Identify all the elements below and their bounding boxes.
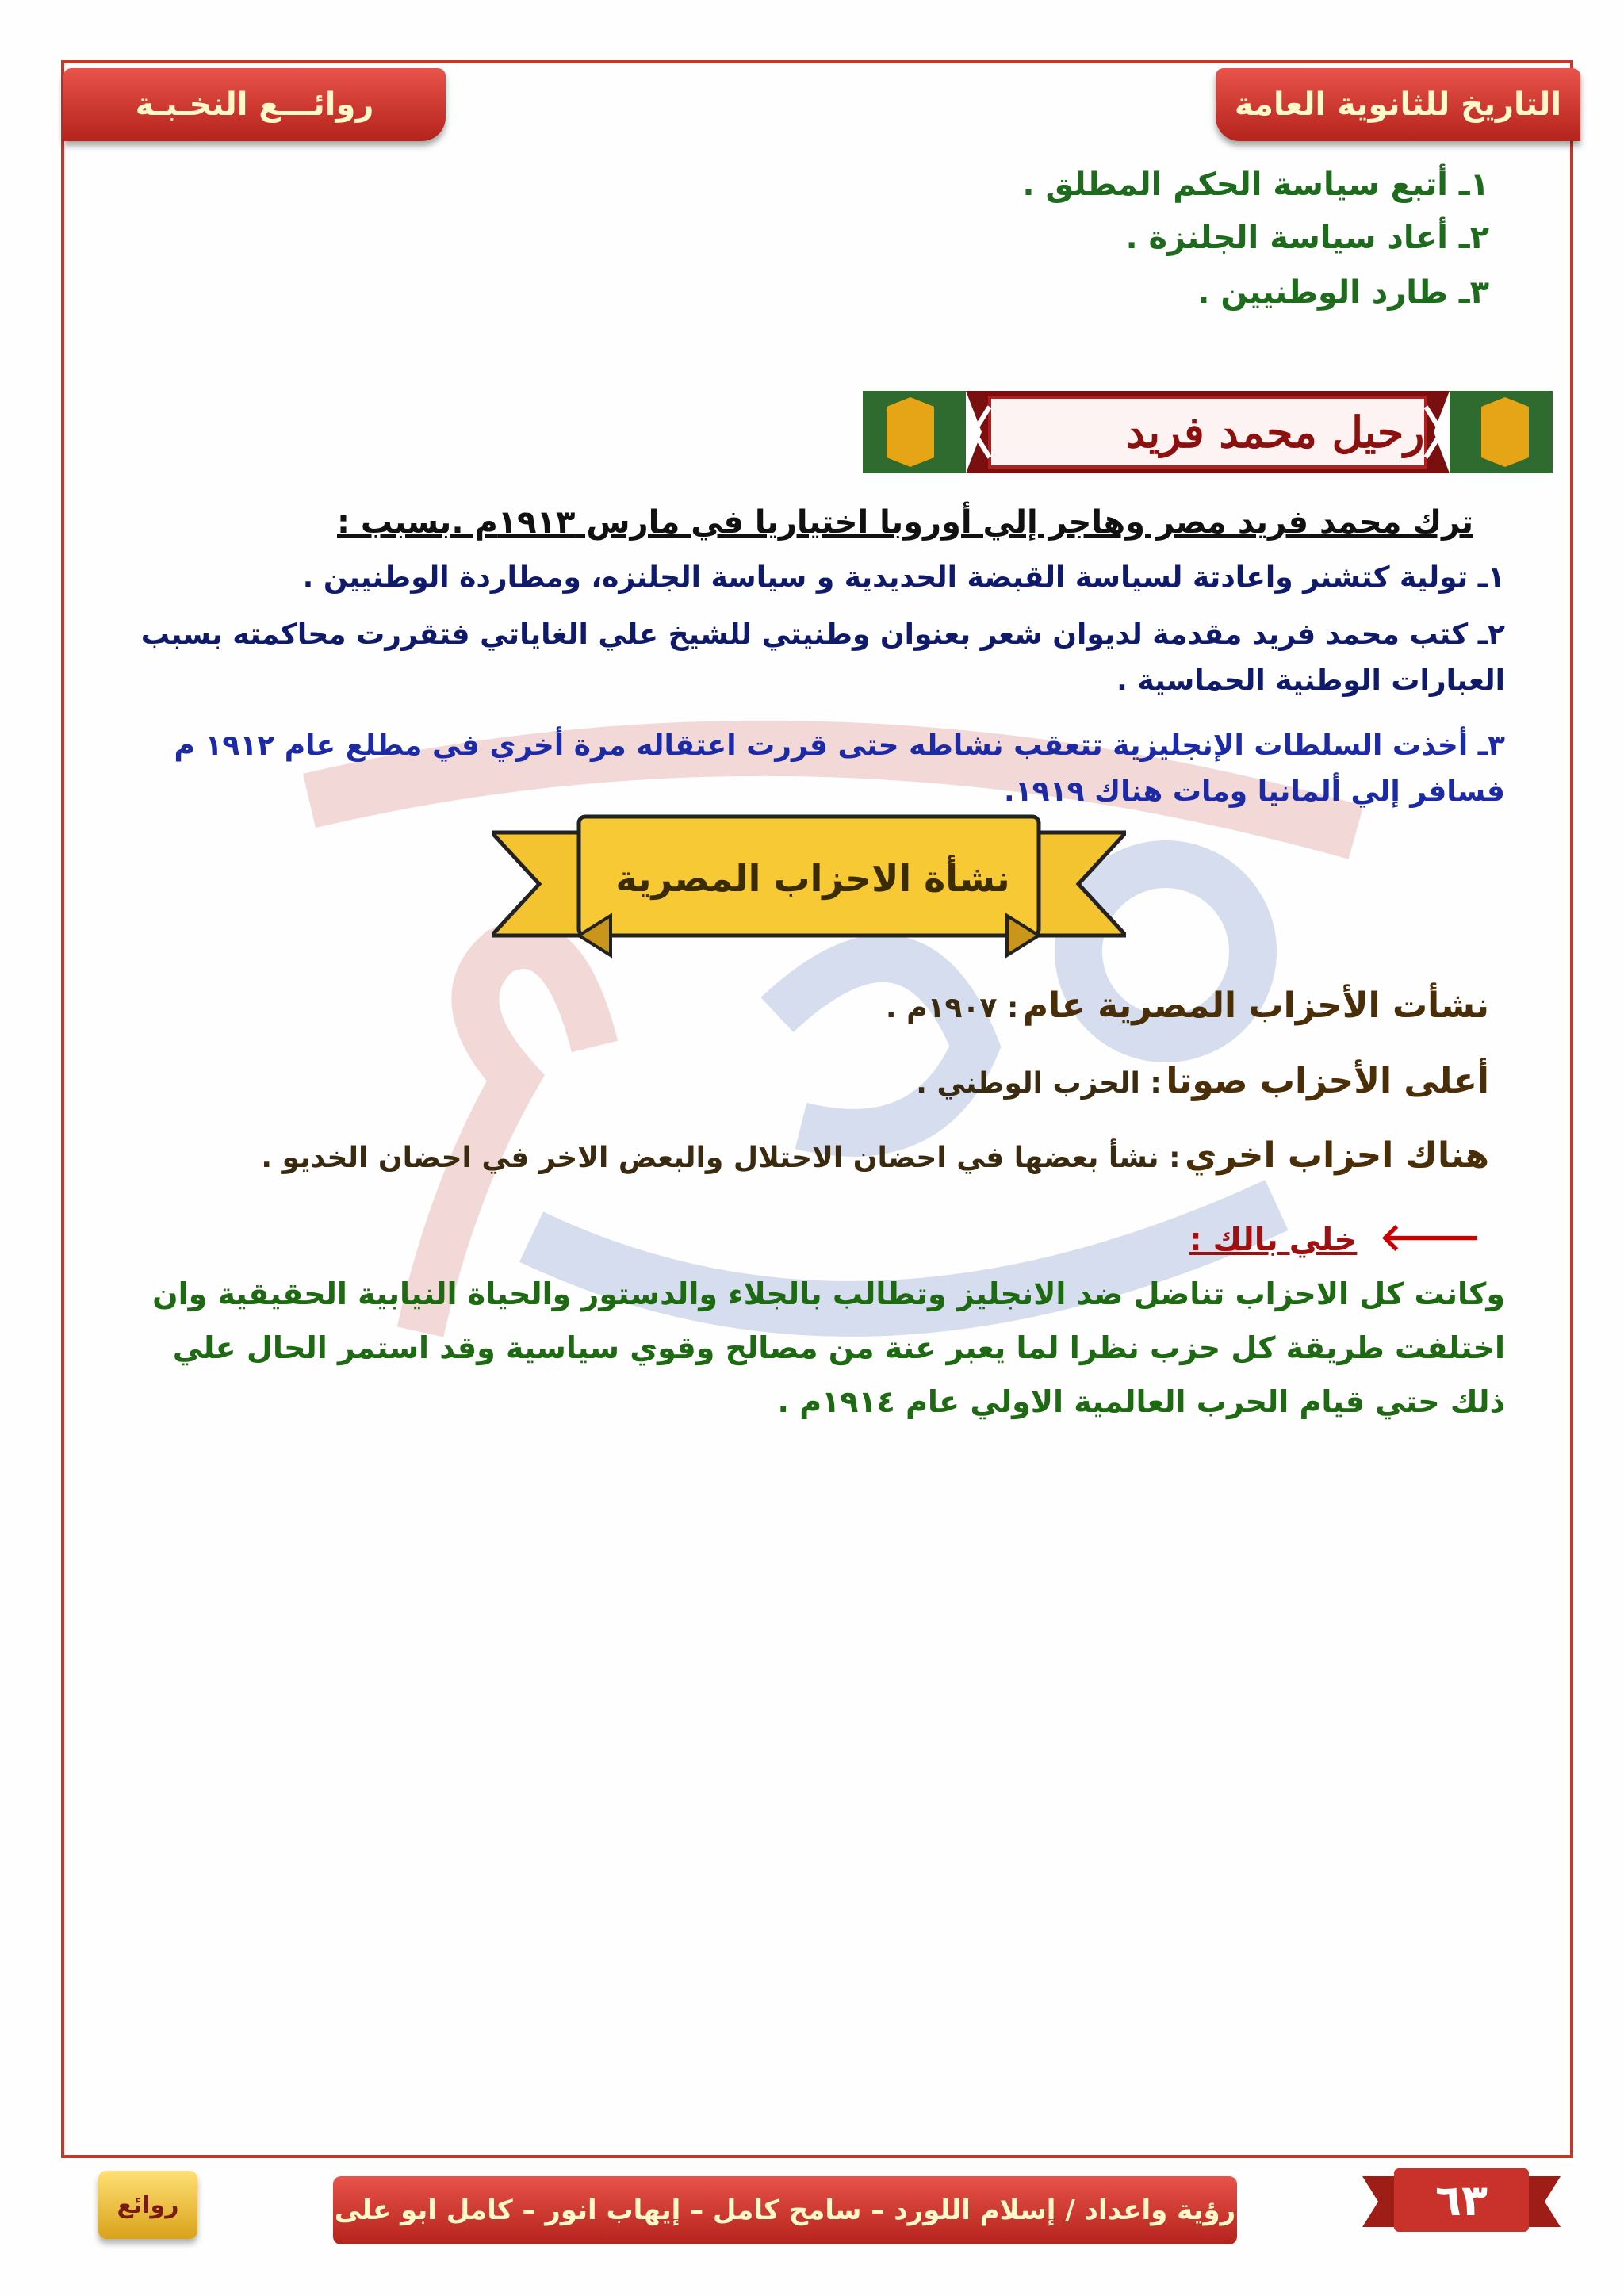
footer-left-label: روائع [98, 2171, 197, 2239]
def-label: نشأت الأحزاب المصرية عام [1022, 985, 1489, 1026]
reason-2: ٢ـ كتب محمد فريد مقدمة لديوان شعر بعنوان وطنيتي للشيخ علي الغاياتي فتقررت محاكمته بسبب العبارات الوطنية الحماسية . [140, 618, 1505, 697]
reason-1: ١ـ تولية كتشنر واعادتة لسياسة القبضة الحديدية و سياسة الجلنزه، ومطاردة الوطنيين . [302, 561, 1505, 594]
section2-title: نشأة الاحزاب المصرية [615, 857, 1010, 900]
def-row-1 [886, 985, 1489, 1026]
def-value: : ١٩٠٧م . [885, 992, 1019, 1024]
note-heading [1189, 1213, 1481, 1260]
arrow-left-icon: 🡐 [1379, 1215, 1481, 1260]
def-row-2 [916, 1061, 1489, 1101]
def-row-3 [261, 1135, 1489, 1176]
header-left-ribbon: روائـــع النخـبـة [63, 68, 446, 141]
page-number: ٦٣ [1435, 2175, 1488, 2225]
reason-3: ٣ـ أخذت السلطات الإنجليزية تتعقب نشاطه حتى قررت اعتقاله مرة أخري في مطلع عام ١٩١٢ م فسافر إلي ألمانيا ومات هناك ١٩١٩. [174, 729, 1505, 808]
def-value: : نشأ بعضها في احضان الاحتلال والبعض الاخر في احضان الخديو . [261, 1142, 1181, 1174]
note-label: خلي بالك : [1189, 1222, 1358, 1258]
section-intro: ترك محمد فريد مصر وهاجر إلي أوروبا اختياريا في مارس ١٩١٣م .بسبب : [337, 504, 1473, 541]
list-item: ٣ـ طارد الوطنيين . [1197, 274, 1489, 311]
section-title-banner: رحيل محمد فريد [1125, 407, 1425, 457]
list-item: ١ـ أتبع سياسة الحكم المطلق . [1022, 166, 1489, 203]
note-paragraph: وكانت كل الاحزاب تناضل ضد الانجليز وتطالب بالجلاء والدستور والحياة النيابية الحقيقية وان اختلفت طريقة كل حزب نظرا لما يعبر عنة من مصالح وقوي سياسية وقد استمر الحال علي ذلك حتي قيام الحرب العالمية الاولي عام ١٩١٤م . [152, 1276, 1505, 1419]
def-value: : الحزب الوطني . [916, 1067, 1162, 1100]
list-item: ٢ـ أعاد سياسة الجلنزة . [1125, 220, 1489, 256]
def-label: أعلى الأحزاب صوتا [1166, 1061, 1489, 1101]
footer-credits: رؤية واعداد / إسلام اللورد – سامح كامل – إيهاب انور – كامل ابو على [333, 2176, 1237, 2244]
header-right-ribbon: التاريخ للثانوية العامة [1216, 68, 1580, 141]
def-label: هناك احزاب اخري [1185, 1135, 1489, 1176]
